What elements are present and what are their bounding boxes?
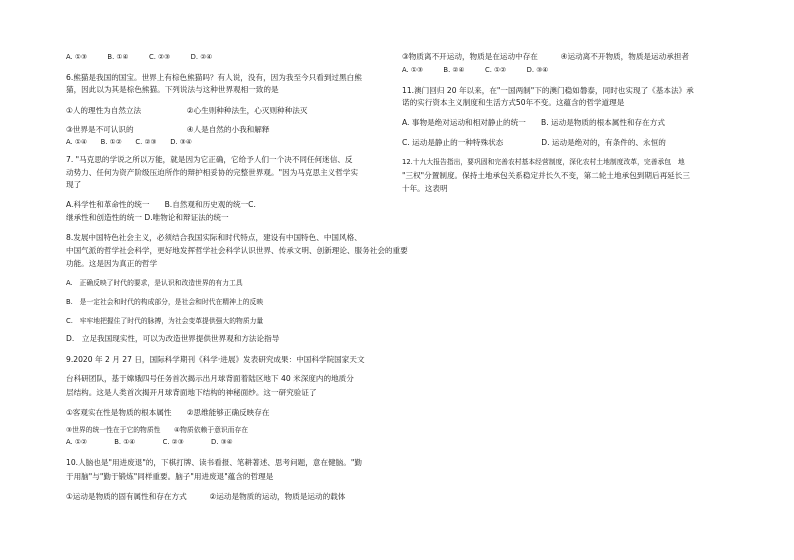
q9-options: A. ①② B. ①④ C. ②③ D. ③④ <box>66 438 233 446</box>
q9-stem-line3: 层结构。这是人类首次揭开月球背面地下结构的神秘面纱。这一研究验证了 <box>66 388 317 397</box>
q5-options: A. ①③ B. ①④ C. ②③ D. ②④ <box>66 53 213 61</box>
q9-stem-line2: 台科研团队，基于嫦娥四号任务首次揭示出月球背面着陆区地下 40 米深度内的地质分 <box>66 374 354 383</box>
q12-stem-line2: "三权"分置制度。保持土地承包关系稳定并长久不变，第二轮土地承包到期后再延长三 <box>402 171 690 180</box>
q7-stem-line2: 动势力、任何为资产阶级压迫所作的辩护相妥协的完整世界观。"因为马克思主义哲学实 <box>66 168 359 177</box>
q7-stem-line1: 7. "马克思的学说之所以万能，就是因为它正确，它给予人们一个决不同任何迷信、反 <box>66 155 353 164</box>
q9-stem-line1: 9.2020 年 2 月 27 日，国际科学期刊《科学·进展》发表研究成果：中国科学院国家天文 <box>66 355 365 364</box>
q10-stem-line2: 于用脑"与"勤于锻炼"同样重要。脑子"用进废退"蕴含的哲理是 <box>66 472 274 481</box>
q7-stem-line3: 现了 <box>66 180 82 189</box>
q6-stem-line1: 6.熊猫是我国的国宝。世界上有棕色熊猫吗？有人说，没有，因为我至今只看到过黑白熊 <box>66 73 362 82</box>
q11-options-ab: A. 事物是绝对运动和相对静止的统一 B. 运动是物质的根本属性和存在方式 <box>402 118 665 127</box>
q6-options: A. ①④ B. ①② C. ②③ D. ③④ <box>66 138 192 146</box>
q12-stem-line3: 十年。这表明 <box>402 184 448 193</box>
q8-stem-line3: 功能。这是因为真正的哲学 <box>66 259 158 268</box>
q10-statements-3-4: ③物质离不开运动，物质是在运动中存在 ④运动离不开物质，物质是运动承担者 <box>402 52 689 61</box>
q9-statements-1-2: ①客观实在性是物质的根本属性 ②思维能够正确反映存在 <box>66 408 270 417</box>
q9-statements-3-4: ③世界的统一性在于它的物质性 ④物质依赖于意识而存在 <box>66 426 249 434</box>
q6-statements-3-4: ③世界是不可认识的 ④人是自然的小我和解释 <box>66 125 270 134</box>
q8-option-b: B. 是一定社会和时代的构成部分，是社会和时代在精神上的反映 <box>66 298 264 306</box>
q12-stem-line1: 12.十九大报告指出，要巩固和完善农村基本经营制度，深化农村土地制度改革，完善承包 地 <box>402 158 685 166</box>
q8-option-a: A. 正确反映了时代的要求，是认识和改造世界的有力工具 <box>66 279 243 287</box>
q10-statements-1-2: ①运动是物质的固有属性和存在方式 ②运动是物质的运动，物质是运动的载体 <box>66 492 346 501</box>
q8-stem-line2: 中国气派的哲学社会科学，更好地发挥哲学社会科学认识世界、传承文明、创新理论、服务社会的重要 <box>66 246 408 255</box>
q8-option-c: C. 牢牢地把握住了时代的脉搏，为社会变革提供强大的物质力量 <box>66 317 264 325</box>
q11-stem-line1: 11.澳门回归 20 年以来，在"一国两制"下的澳门稳如磐泰，同时也实现了《基本法》承 <box>402 86 694 95</box>
q11-options-cd: C. 运动是静止的一种特殊状态 D. 运动是绝对的，有条件的、永恒的 <box>402 138 666 147</box>
q10-options: A. ①③ B. ②④ C. ①② D. ③④ <box>402 66 549 74</box>
q7-options-cd: 继承性和创造性的统一 D.唯物论和辩证法的统一 <box>66 213 229 222</box>
q8-stem-line1: 8.发展中国特色社会主义，必须结合我国实际和时代特点，建设有中国特色、中国风格、 <box>66 233 362 242</box>
q6-statements-1-2: ①人的理性为自然立法 ②心生则种种法生，心灭则种种法灭 <box>66 106 308 115</box>
q8-option-d: D. 立足我国现实性，可以为改造世界提供世界观和方法论指导 <box>66 334 280 343</box>
q10-stem-line1: 10.人脑也是"用进废退"的，下棋打牌、读书看报、笔耕著述、思考问题，意在健脑。"勤 <box>66 458 362 467</box>
q11-stem-line2: 诺的实行资本主义制度和生活方式50年不变。这蕴含的哲学道理是 <box>402 98 625 107</box>
q6-stem-line2: 猫，因此以为其是棕色熊猫。下列说法与这种世界观相一致的是 <box>66 85 279 94</box>
q7-options-ab: A.科学性和革命性的统一 B.自然观和历史观的统一C. <box>66 200 256 209</box>
